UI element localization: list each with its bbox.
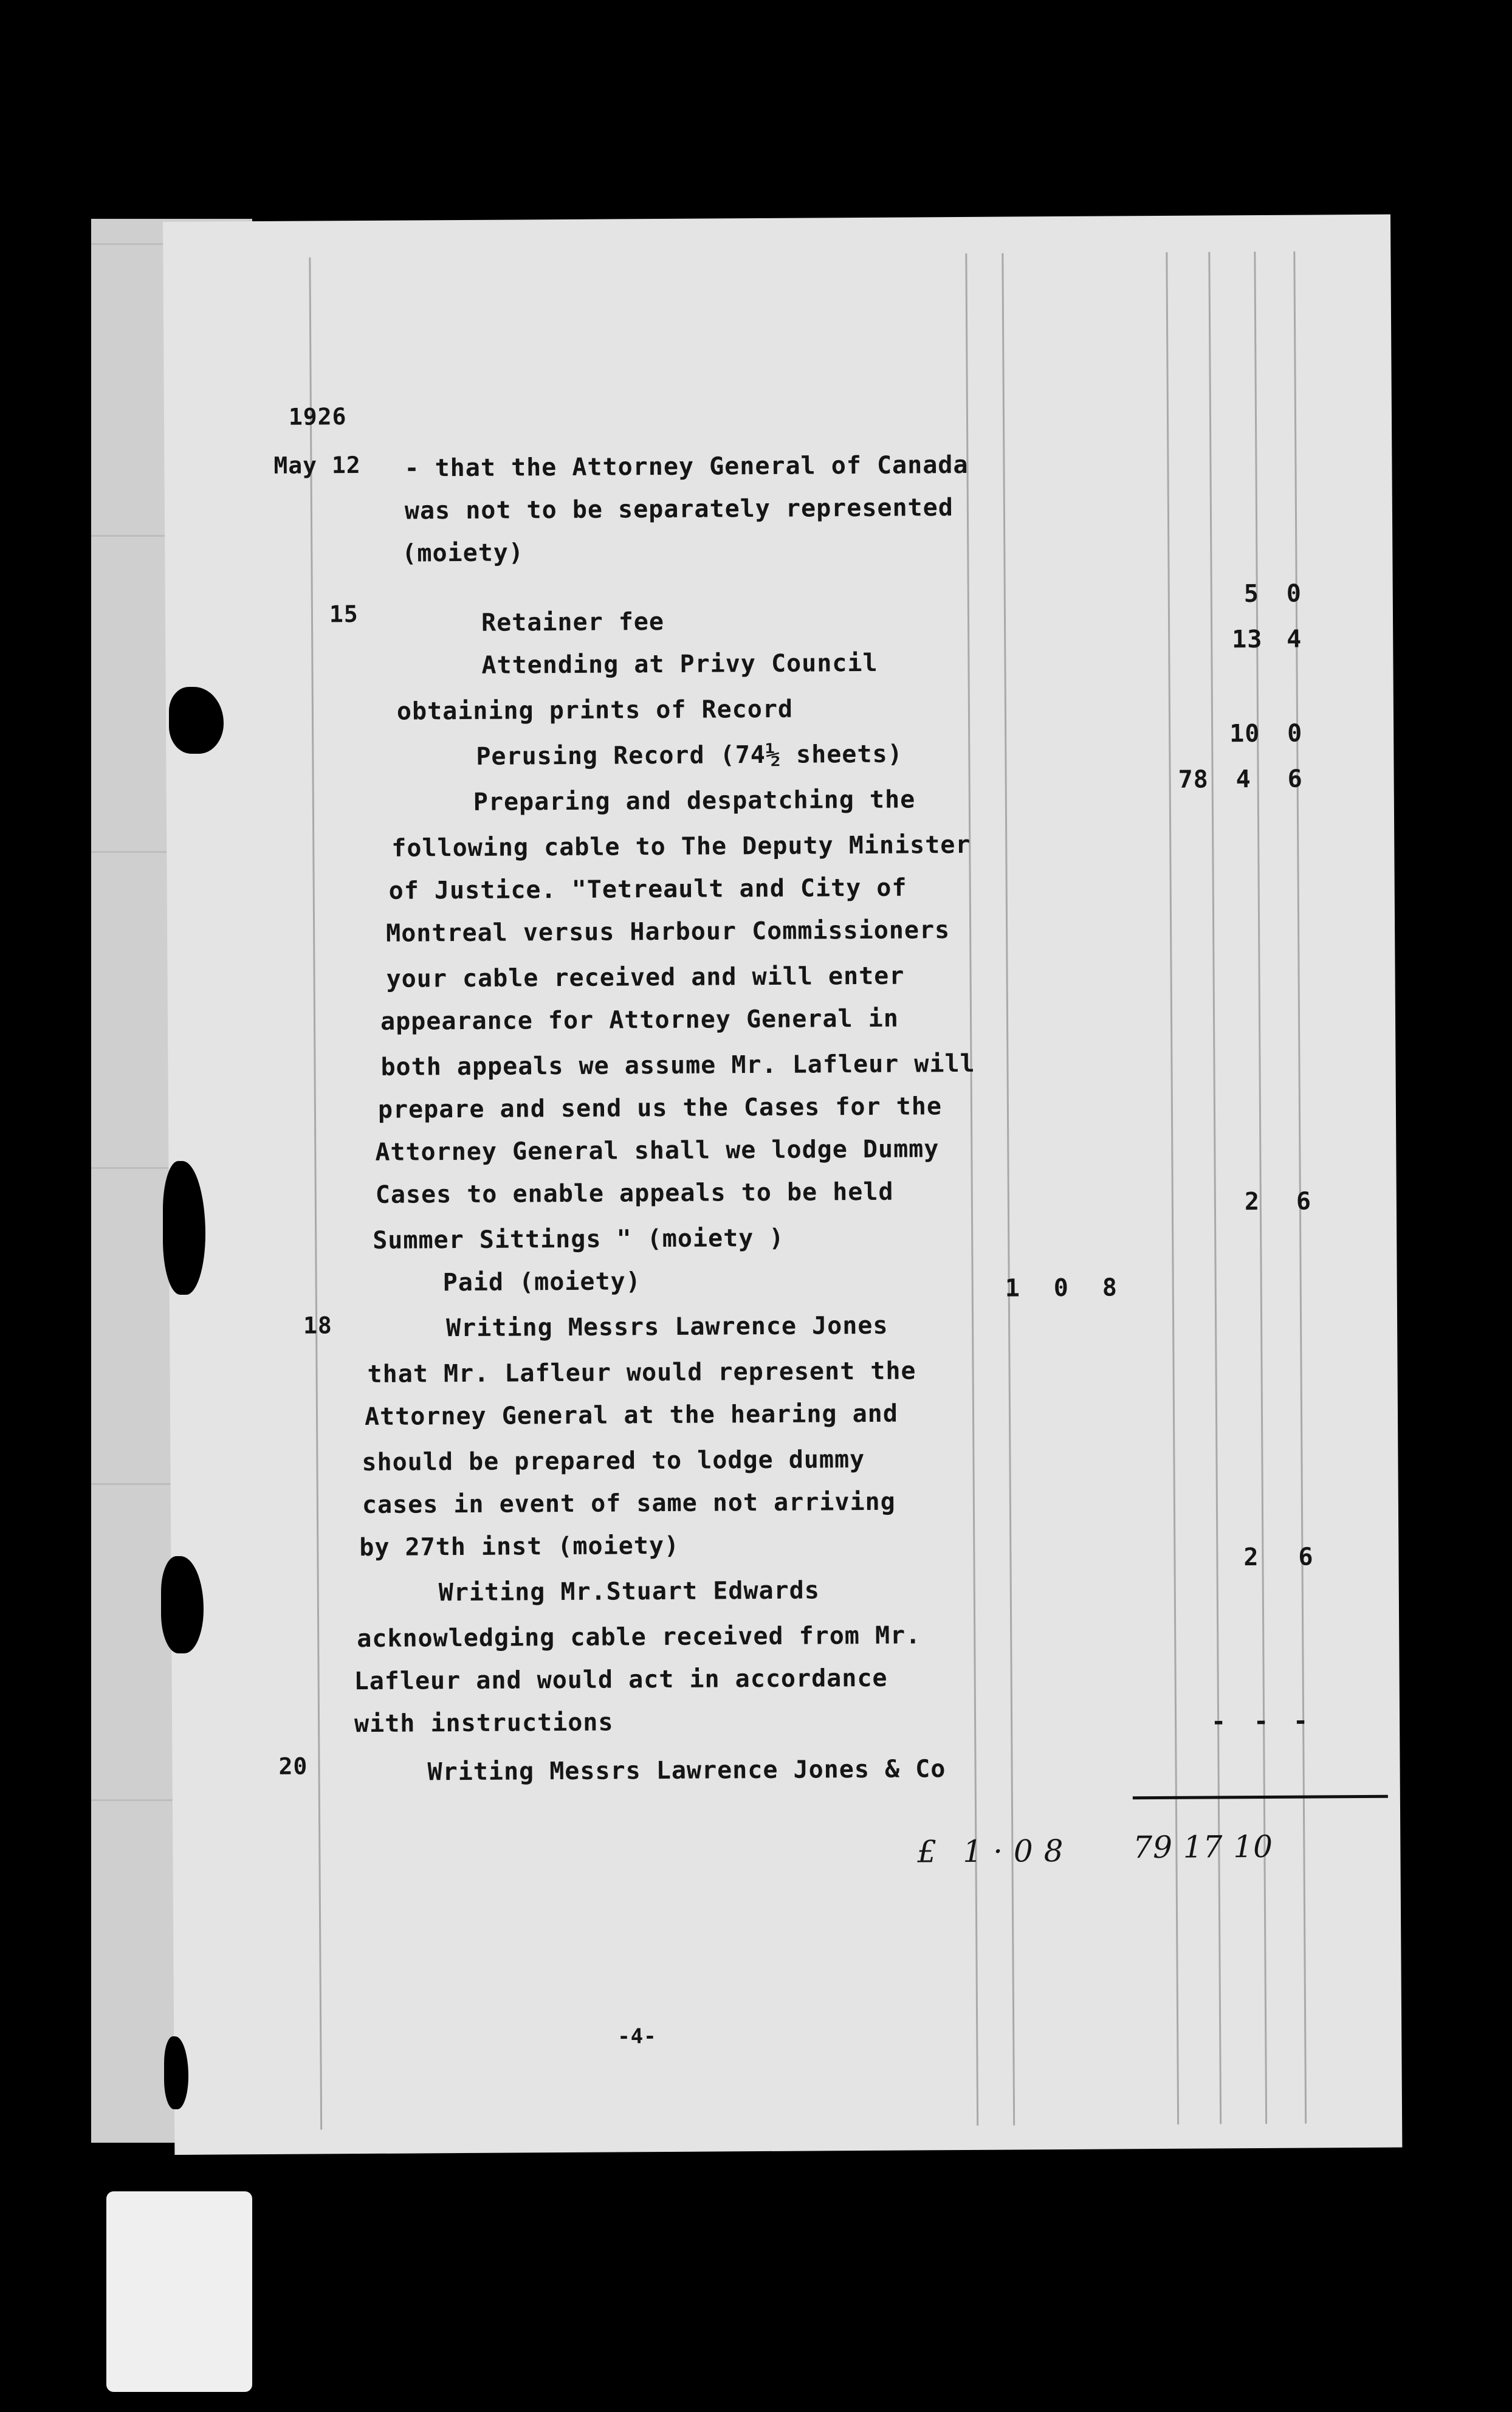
amount-shillings: - <box>1253 1707 1270 1736</box>
entry-line: (moiety) <box>402 539 524 568</box>
entry-line: cases in event of same not arriving <box>362 1487 896 1520</box>
amount-pence: 4 <box>1287 625 1302 653</box>
entry-date: 20 <box>278 1752 308 1780</box>
amount-shillings: 4 <box>1235 765 1251 794</box>
entry-line: - that the Attorney General of Canada <box>404 450 969 483</box>
entry-line: by 27th inst (moiety) <box>359 1531 680 1562</box>
entry-line: Summer Sittings " (moiety ) <box>373 1224 785 1255</box>
entry-line: Writing Mr.Stuart Edwards <box>438 1576 820 1607</box>
entry-line: appearance for Attorney General in <box>380 1004 899 1036</box>
amount-pounds: - <box>1211 1707 1227 1736</box>
entry-date: 15 <box>329 601 359 628</box>
entry-line: was not to be separately represented <box>404 494 954 525</box>
entry-line: Cases to enable appeals to be held <box>375 1177 894 1209</box>
amount-pounds: 78 <box>1178 765 1209 794</box>
archive-label-card <box>106 2191 252 2392</box>
entry-line: obtaining prints of Record <box>396 695 794 726</box>
amount-pence: 0 <box>1286 579 1302 608</box>
amount-pence: 6 <box>1287 765 1303 793</box>
total-rule <box>1133 1795 1388 1800</box>
entry-line: Writing Messrs Lawrence Jones <box>445 1311 888 1343</box>
paid-pounds: 1 <box>1005 1274 1020 1303</box>
entry-line: Preparing and despatching the <box>473 785 916 816</box>
entry-line: Attending at Privy Council <box>481 649 878 680</box>
paid-total-handwritten: 1 · 0 8 <box>963 1833 1064 1870</box>
amount-pence: 0 <box>1287 719 1303 748</box>
paid-shillings: 0 <box>1053 1273 1069 1303</box>
entry-line: following cable to The Deputy Minister <box>391 830 971 863</box>
amount-pence: 6 <box>1298 1543 1314 1571</box>
entry-date: May 12 <box>273 452 361 479</box>
entry-line: acknowledging cable received from Mr. <box>357 1621 921 1653</box>
entry-line: should be prepared to lodge dummy <box>362 1445 865 1477</box>
page-number: -4- <box>617 2024 657 2049</box>
entry-line: Perusing Record (74½ sheets) <box>476 740 903 771</box>
entry-line: Montreal versus Harbour Commissioners <box>386 916 950 948</box>
paid-pence: 8 <box>1102 1273 1118 1302</box>
amount-pence: - <box>1293 1707 1309 1735</box>
currency-mark: £ <box>917 1834 938 1870</box>
amount-shillings: 2 <box>1243 1543 1259 1572</box>
entry-line: Attorney General at the hearing and <box>364 1399 899 1432</box>
entry-line: with instructions <box>354 1708 614 1738</box>
fees-total-handwritten: 79 17 10 <box>1133 1828 1274 1866</box>
entry-line: Writing Messrs Lawrence Jones & Co <box>427 1755 946 1787</box>
ledger-page <box>163 215 1402 2155</box>
entry-line: Attorney General shall we lodge Dummy <box>375 1135 940 1166</box>
amount-shillings: 2 <box>1244 1188 1260 1216</box>
amount-shillings: 10 <box>1229 719 1260 748</box>
entry-line: Paid (moiety) <box>442 1267 641 1297</box>
entry-line: of Justice. "Tetreault and City of <box>388 873 907 905</box>
amount-shillings: 5 <box>1243 579 1260 608</box>
entry-date: 18 <box>303 1312 332 1339</box>
amount-pence: 6 <box>1296 1187 1312 1216</box>
entry-line: prepare and send us the Cases for the <box>377 1092 943 1124</box>
year-label: 1926 <box>288 403 347 430</box>
entry-line: Lafleur and would act in accordance <box>354 1664 888 1696</box>
entry-line: that Mr. Lafleur would represent the <box>367 1357 916 1388</box>
entry-line: your cable received and will enter <box>386 962 905 993</box>
entry-line: Retainer fee <box>481 607 665 637</box>
entry-line: both appeals we assume Mr. Lafleur will <box>380 1049 975 1081</box>
amount-shillings: 13 <box>1232 625 1263 654</box>
